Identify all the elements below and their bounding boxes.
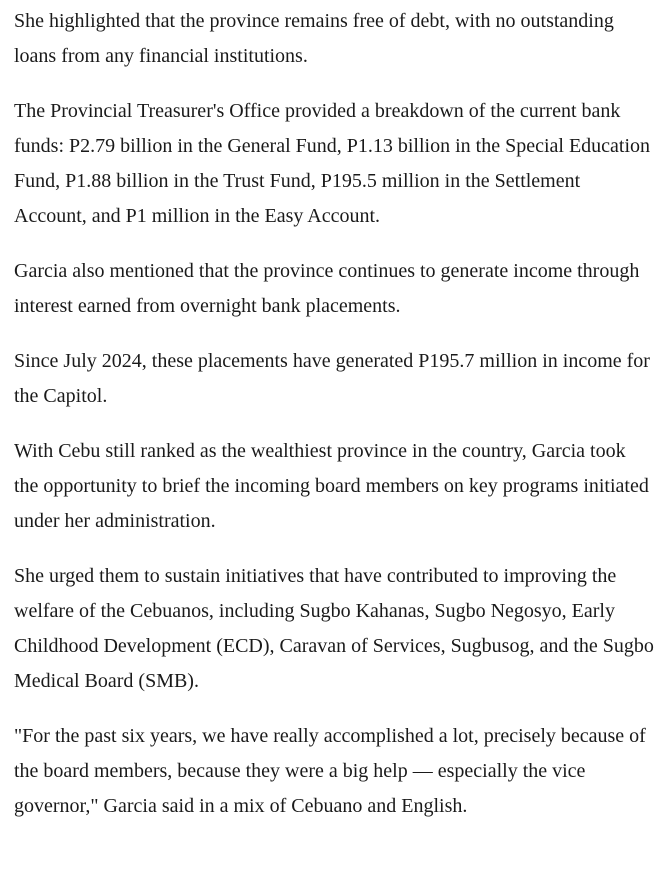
paragraph-debt-free: She highlighted that the province remains free of debt, with no outstanding loans from any financial institutions. <box>14 10 614 67</box>
paragraph-placements: Since July 2024, these placements have generated P195.7 million in income for the Capitol. <box>14 350 650 407</box>
paragraph-interest-income: Garcia also mentioned that the province continues to generate income through interest earned from overnight bank placements. <box>14 260 640 317</box>
paragraph-initiatives: She urged them to sustain initiatives that have contributed to improving the welfare of the Cebuanos, including Sugbo Kahanas, Sugbo Negosyo, Early Childhood Development (ECD), Caravan of Services, Sugbusog, and the Sugbo Medical Board (SMB). <box>14 565 654 692</box>
paragraph-quote: "For the past six years, we have really accomplished a lot, precisely because of the board members, because they were a big help — especially the vice governor," Garcia said in a mix of Cebuano and English. <box>14 725 646 817</box>
paragraph-bank-funds: The Provincial Treasurer's Office provided a breakdown of the current bank funds: P2.79 billion in the General Fund, P1.13 billion in the Special Education Fund, P1.88 billion in the Trust Fund, P195.5 million in the Settlement Account, and P1 million in the Easy Account. <box>14 100 651 227</box>
paragraph-wealthiest-province: With Cebu still ranked as the wealthiest province in the country, Garcia took the opportunity to brief the incoming board members on key programs initiated under her administration. <box>14 440 649 532</box>
